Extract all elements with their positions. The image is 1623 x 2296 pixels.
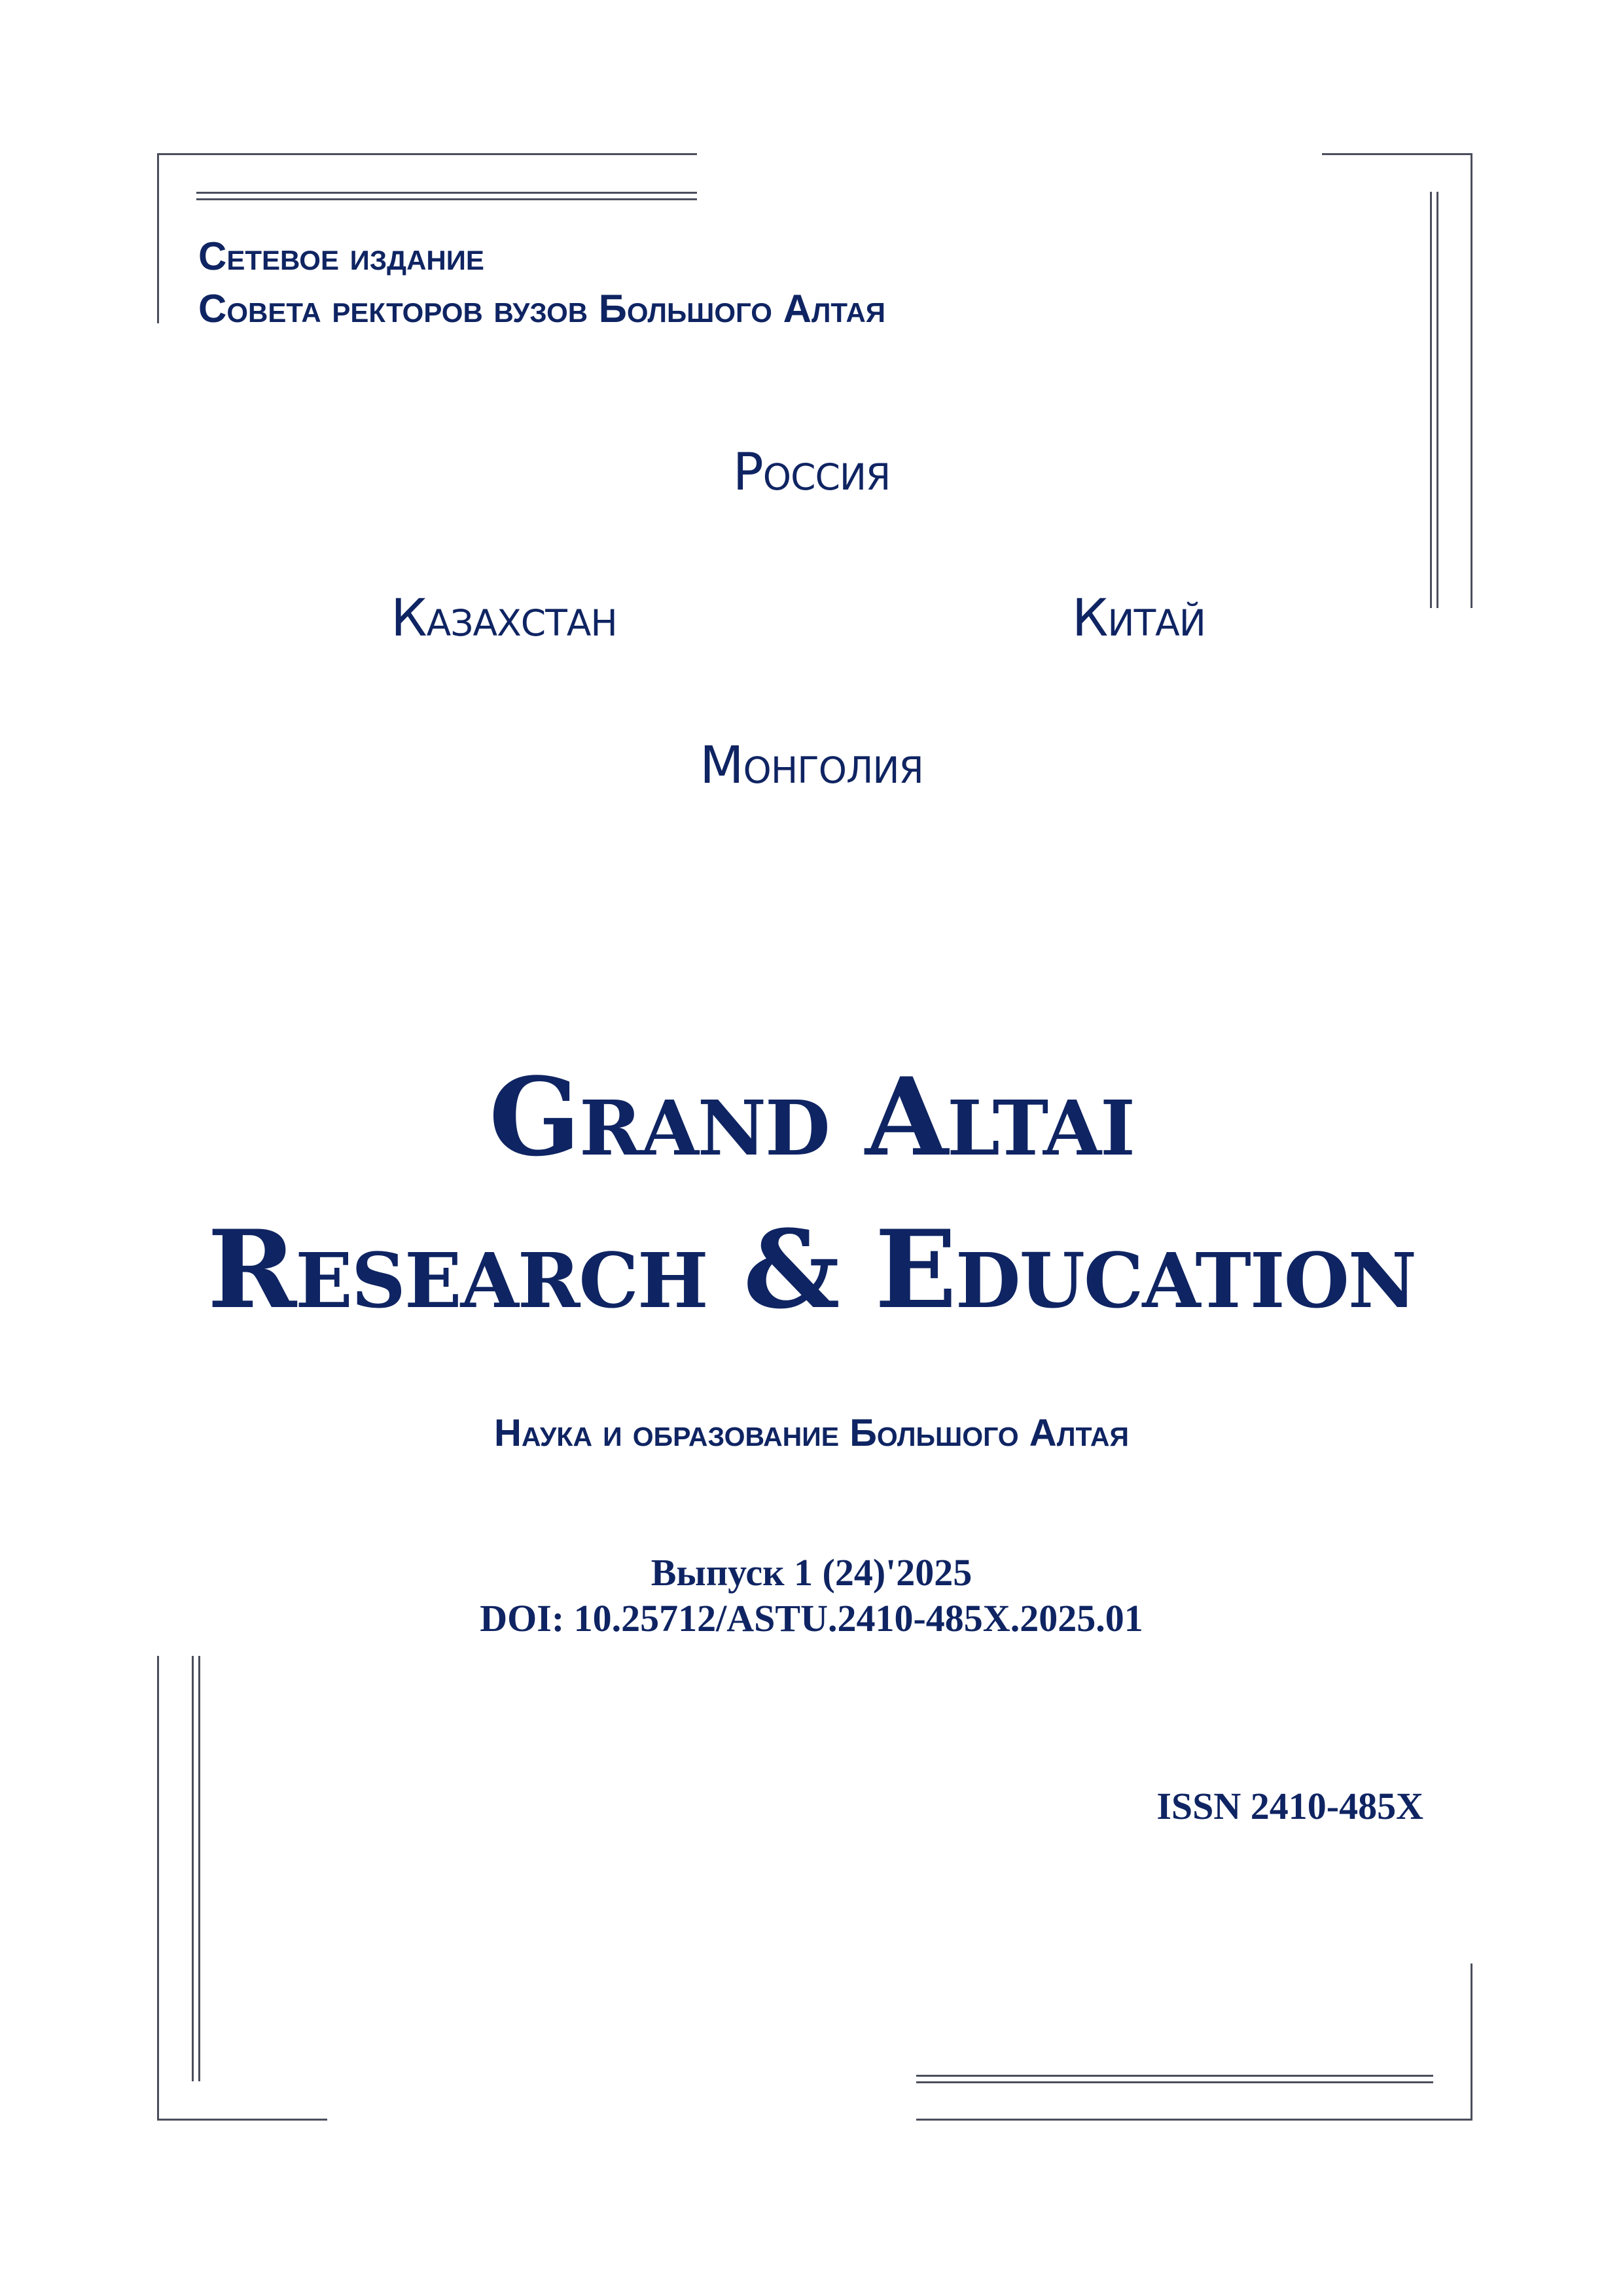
frame-bottom-left-inner-v1	[192, 1656, 194, 2081]
journal-title-line-2: Research & Education	[207, 1206, 1416, 1333]
frame-bottom-left-h	[157, 2119, 327, 2121]
frame-top-left-inner-h1	[196, 192, 697, 194]
frame-bottom-left-inner-v2	[198, 1656, 200, 2081]
frame-bottom-left-outer-v	[157, 1656, 159, 2121]
issue-number: Выпуск 1 (24)'2025	[651, 1551, 972, 1594]
doi: DOI: 10.25712/ASTU.2410-485X.2025.01	[480, 1597, 1143, 1640]
publisher-line-2: Совета ректоров вузов Большого Алтая	[198, 287, 885, 331]
publisher-line-1: Сетевое издание	[198, 234, 484, 278]
frame-top-left-inner-h2	[196, 198, 697, 200]
frame-top-right-h	[1322, 153, 1472, 155]
country-russia: Россия	[732, 443, 891, 502]
frame-bottom-right-inner-h1	[916, 2075, 1433, 2077]
country-china: Китай	[1072, 589, 1205, 648]
journal-subtitle: Наука и образование Большого Алтая	[493, 1412, 1130, 1454]
frame-bottom-right-v	[1471, 1964, 1472, 2121]
frame-bottom-right-outer-h	[916, 2119, 1472, 2121]
frame-top-right-inner-v2	[1436, 192, 1438, 608]
country-mongolia: Монголия	[700, 736, 923, 795]
frame-bottom-right-inner-h2	[916, 2081, 1433, 2083]
frame-top-right-inner-v1	[1430, 192, 1432, 608]
frame-top-left-outer-h	[157, 153, 697, 155]
country-kazakhstan: Казахстан	[391, 589, 617, 648]
journal-title-line-1: Grand Altai	[489, 1054, 1134, 1180]
frame-top-right-outer-v	[1471, 153, 1472, 608]
issn: ISSN 2410-485X	[1156, 1785, 1423, 1827]
frame-top-left-v	[157, 153, 159, 323]
